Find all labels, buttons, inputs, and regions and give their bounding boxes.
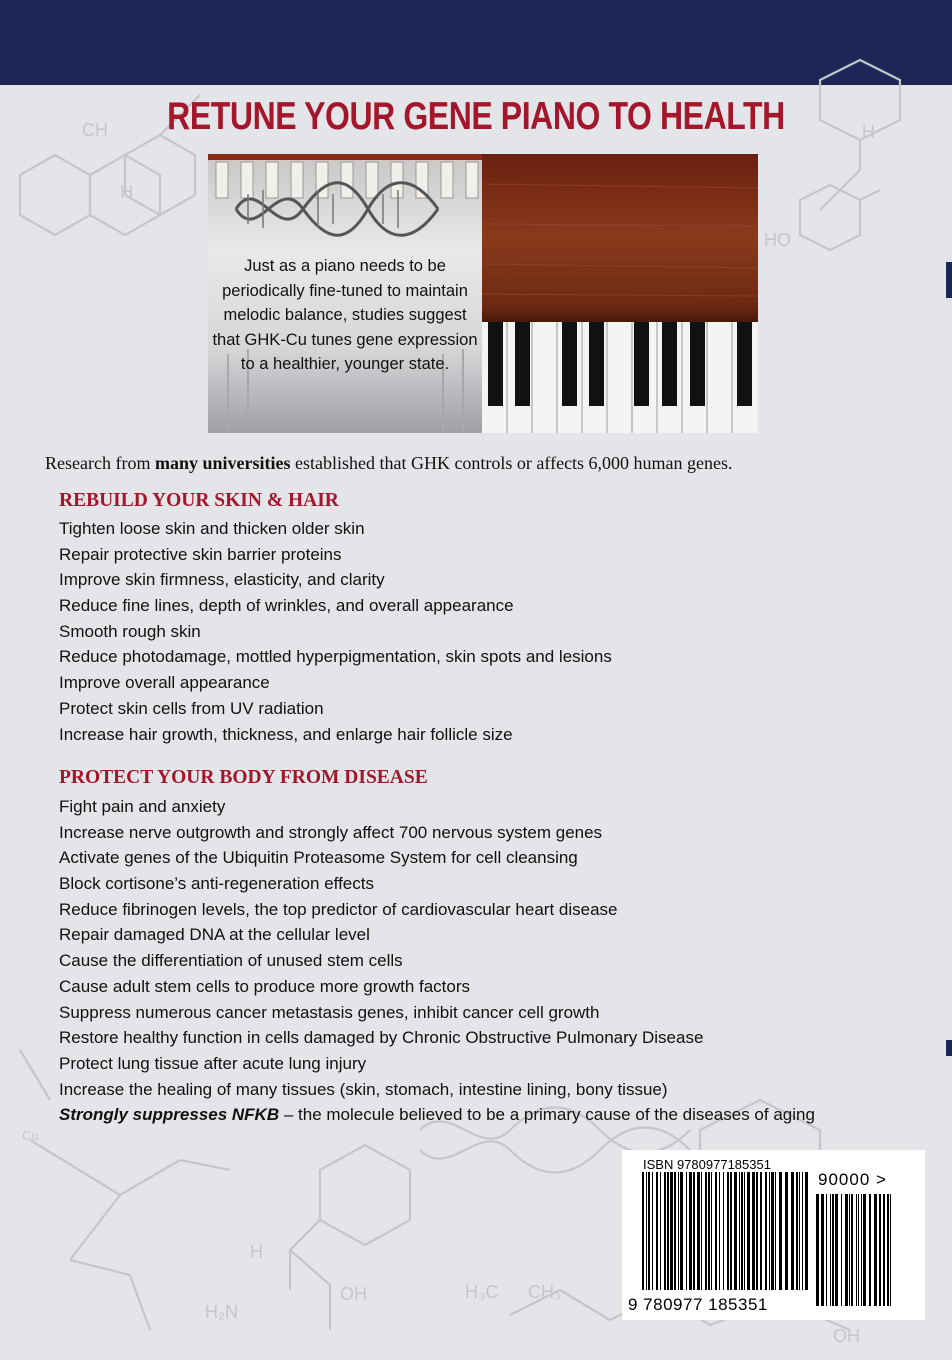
list-item: Reduce photodamage, mottled hyperpigmentation, skin spots and lesions <box>59 647 612 667</box>
nfkb-bold-text: Strongly suppresses NFKB <box>59 1105 280 1125</box>
list-item: Reduce fibrinogen levels, the top predictor of cardiovascular heart disease <box>59 899 618 919</box>
page-headline: RETUNE YOUR GENE PIANO TO HEALTH <box>167 95 785 138</box>
list-item: Smooth rough skin <box>59 621 201 641</box>
isbn-label: ISBN 9780977185351 <box>643 1157 771 1172</box>
intro-text-start: Research from <box>45 453 155 473</box>
piano-dna-illustration <box>208 154 758 433</box>
isbn-digits: 9 780977 185351 <box>628 1295 768 1314</box>
intro-paragraph <box>45 453 925 474</box>
section-title-disease: PROTECT YOUR BODY FROM DISEASE <box>59 767 428 788</box>
price-code: 90000 > <box>818 1170 887 1189</box>
edge-mark-bottom <box>946 1040 952 1056</box>
chem-label-h3c: H₃C <box>465 1282 499 1302</box>
list-item: Improve overall appearance <box>59 673 270 693</box>
list-item: Cause the differentiation of unused stem cells <box>59 951 403 971</box>
list-item: Repair damaged DNA at the cellular level <box>59 925 370 945</box>
dna-tuning-panel <box>208 154 482 433</box>
list-item: Increase nerve outgrowth and strongly affect 700 nervous system genes <box>59 822 603 842</box>
chem-label-oh2: OH <box>833 1326 860 1346</box>
barcode-bars <box>642 1172 810 1290</box>
disease-benefits-list <box>59 794 815 1128</box>
top-navy-band <box>0 0 952 85</box>
section-title-skin-hair: REBUILD YOUR SKIN & HAIR <box>59 490 339 511</box>
list-item-nfkb <box>59 1102 815 1128</box>
list-item: Fight pain and anxiety <box>59 797 226 816</box>
skin-hair-benefits-list <box>59 516 612 747</box>
chem-label-ch3: CH <box>82 120 108 140</box>
list-item: Suppress numerous cancer metastasis genes, inhibit cancer cell growth <box>59 1002 600 1022</box>
list-item: Repair protective skin barrier proteins <box>59 544 342 564</box>
chem-label-oh: OH <box>340 1284 367 1304</box>
chem-label-h2n: H₂N <box>205 1302 238 1322</box>
chem-label-ch3b: CH₃ <box>528 1282 562 1302</box>
piano-keyboard-graphic <box>482 154 758 433</box>
piano-keys-panel <box>482 154 758 433</box>
list-item: Block cortisone’s anti-regeneration effects <box>59 874 374 894</box>
list-item: Cause adult stem cells to produce more growth factors <box>59 976 471 996</box>
list-item: Protect skin cells from UV radiation <box>59 698 324 718</box>
intro-text-end: established that GHK controls or affects 6,000 human genes. <box>290 453 733 473</box>
illustration-caption: Just as a piano needs to be periodically fine-tuned to maintain melodic balance, studies suggest that GHK-Cu tunes gene expression to a healthier, younger state. <box>212 257 478 373</box>
addon-barcode-bars <box>816 1194 894 1306</box>
chem-label-h3: H <box>250 1242 263 1262</box>
list-item: Reduce fine lines, depth of wrinkles, and overall appearance <box>59 596 514 616</box>
list-item: Increase hair growth, thickness, and enlarge hair follicle size <box>59 724 513 744</box>
list-item: Protect lung tissue after acute lung injury <box>59 1053 367 1073</box>
chem-label-h2: H <box>862 122 875 142</box>
list-item: Improve skin firmness, elasticity, and clarity <box>59 570 385 590</box>
nfkb-rest-text: – the molecule believed to be a primary cause of the diseases of aging <box>279 1105 815 1125</box>
list-item: Increase the healing of many tissues (skin, stomach, intestine lining, bony tissue) <box>59 1079 668 1099</box>
intro-text-bold: many universities <box>154 453 291 473</box>
list-item: Activate genes of the Ubiquitin Proteasome System for cell cleansing <box>59 848 578 868</box>
chem-label-ho: HO <box>764 230 791 250</box>
chem-label-h: H <box>120 182 133 202</box>
edge-mark-top <box>946 262 952 298</box>
list-item: Restore healthy function in cells damaged by Chronic Obstructive Pulmonary Disease <box>59 1028 704 1048</box>
chem-label-cu: Cu <box>22 1128 39 1143</box>
list-item: Tighten loose skin and thicken older skin <box>59 519 365 538</box>
isbn-barcode-block <box>622 1150 925 1320</box>
